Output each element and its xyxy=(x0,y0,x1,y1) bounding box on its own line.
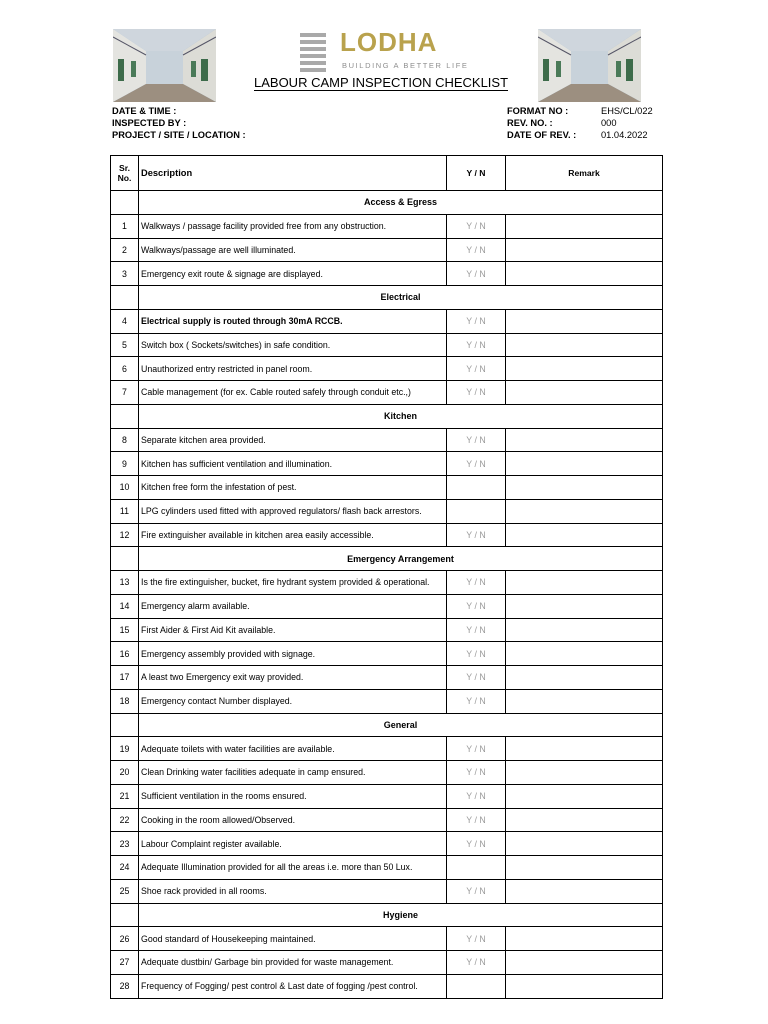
checklist-row xyxy=(111,499,663,523)
remark-cell[interactable] xyxy=(506,832,663,856)
description-cell: Kitchen free form the infestation of pest. xyxy=(139,476,447,500)
sr-no-cell: 9 xyxy=(111,452,139,476)
checklist-row xyxy=(111,832,663,856)
remark-cell[interactable] xyxy=(506,666,663,690)
description-cell: Clean Drinking water facilities adequate in camp ensured. xyxy=(139,761,447,785)
checklist-row xyxy=(111,309,663,333)
sr-no-cell: 17 xyxy=(111,666,139,690)
sr-no-cell: 5 xyxy=(111,333,139,357)
sr-no-cell: 13 xyxy=(111,571,139,595)
sr-no-cell: 2 xyxy=(111,238,139,262)
yn-cell[interactable]: Y / N xyxy=(447,571,506,595)
checklist-row xyxy=(111,357,663,381)
remark-cell[interactable] xyxy=(506,381,663,405)
yn-cell[interactable]: Y / N xyxy=(447,951,506,975)
inspection-checklist-table xyxy=(110,155,663,999)
remark-cell[interactable] xyxy=(506,262,663,286)
sr-no-cell: 16 xyxy=(111,642,139,666)
sr-no-cell: 24 xyxy=(111,856,139,880)
remark-cell[interactable] xyxy=(506,784,663,808)
camp-corridor-photo-left xyxy=(113,29,216,102)
sr-no-cell: 18 xyxy=(111,689,139,713)
logo-brand: LODHA xyxy=(340,27,438,57)
sr-no-cell: 11 xyxy=(111,499,139,523)
checklist-row xyxy=(111,689,663,713)
description-cell: Shoe rack provided in all rooms. xyxy=(139,879,447,903)
sr-no-cell: 1 xyxy=(111,214,139,238)
yn-cell[interactable]: Y / N xyxy=(447,737,506,761)
yn-cell[interactable]: Y / N xyxy=(447,452,506,476)
description-cell: Kitchen has sufficient ventilation and illumination. xyxy=(139,452,447,476)
yn-cell[interactable]: Y / N xyxy=(447,262,506,286)
section-title: General xyxy=(139,713,663,737)
description-cell: Adequate Illumination provided for all the areas i.e. more than 50 Lux. xyxy=(139,856,447,880)
sr-no-cell: 22 xyxy=(111,808,139,832)
sr-no-cell: 12 xyxy=(111,523,139,547)
checklist-row xyxy=(111,381,663,405)
remark-cell[interactable] xyxy=(506,523,663,547)
yn-cell[interactable]: Y / N xyxy=(447,808,506,832)
section-row xyxy=(111,404,663,428)
section-row xyxy=(111,191,663,215)
description-cell: Cable management (for ex. Cable routed safely through conduit etc.,) xyxy=(139,381,447,405)
checklist-row xyxy=(111,428,663,452)
checklist-row xyxy=(111,476,663,500)
remark-cell[interactable] xyxy=(506,856,663,880)
format-no-label: FORMAT NO : xyxy=(507,106,569,116)
description-cell: Is the fire extinguisher, bucket, fire hydrant system provided & operational. xyxy=(139,571,447,595)
sr-no-cell: 28 xyxy=(111,974,139,998)
sr-no-cell: 8 xyxy=(111,428,139,452)
remark-cell[interactable] xyxy=(506,476,663,500)
description-cell: Unauthorized entry restricted in panel room. xyxy=(139,357,447,381)
sr-no-cell: 3 xyxy=(111,262,139,286)
checklist-row xyxy=(111,594,663,618)
checklist-row xyxy=(111,951,663,975)
yn-cell[interactable]: Y / N xyxy=(447,214,506,238)
remark-cell[interactable] xyxy=(506,214,663,238)
checklist-row xyxy=(111,618,663,642)
checklist-row xyxy=(111,214,663,238)
section-row xyxy=(111,713,663,737)
date-of-rev-value: 01.04.2022 xyxy=(601,130,648,140)
sr-no-cell: 14 xyxy=(111,594,139,618)
sr-no-cell: 27 xyxy=(111,951,139,975)
yn-cell[interactable]: Y / N xyxy=(447,357,506,381)
yn-cell[interactable]: Y / N xyxy=(447,666,506,690)
description-cell: Sufficient ventilation in the rooms ensured. xyxy=(139,784,447,808)
remark-cell[interactable] xyxy=(506,879,663,903)
section-row xyxy=(111,547,663,571)
remark-cell[interactable] xyxy=(506,238,663,262)
checklist-body xyxy=(111,156,663,999)
logo-bars-icon xyxy=(300,33,326,75)
header-remark: Remark xyxy=(506,156,663,191)
remark-cell[interactable] xyxy=(506,428,663,452)
section-blank-cell xyxy=(111,713,139,737)
remark-cell[interactable] xyxy=(506,927,663,951)
date-of-rev-label: DATE OF REV. : xyxy=(507,130,577,140)
section-row xyxy=(111,286,663,310)
section-title: Electrical xyxy=(139,286,663,310)
description-cell: First Aider & First Aid Kit available. xyxy=(139,618,447,642)
description-cell: Labour Complaint register available. xyxy=(139,832,447,856)
checklist-row xyxy=(111,879,663,903)
yn-cell[interactable]: Y / N xyxy=(447,618,506,642)
description-cell: Separate kitchen area provided. xyxy=(139,428,447,452)
header-description: Description xyxy=(139,156,447,191)
yn-cell[interactable]: Y / N xyxy=(447,428,506,452)
section-blank-cell xyxy=(111,191,139,215)
remark-cell[interactable] xyxy=(506,737,663,761)
description-cell: Good standard of Housekeeping maintained. xyxy=(139,927,447,951)
checklist-row xyxy=(111,523,663,547)
page-title: LABOUR CAMP INSPECTION CHECKLIST xyxy=(254,75,509,90)
sr-no-cell: 21 xyxy=(111,784,139,808)
field-inspected-by: INSPECTED BY : xyxy=(112,118,187,128)
description-cell: Emergency assembly provided with signage. xyxy=(139,642,447,666)
remark-cell[interactable] xyxy=(506,571,663,595)
yn-cell[interactable] xyxy=(447,856,506,880)
description-cell: Fire extinguisher available in kitchen area easily accessible. xyxy=(139,523,447,547)
checklist-row xyxy=(111,784,663,808)
logo-tagline: BUILDING A BETTER LIFE xyxy=(342,61,469,70)
description-cell: Cooking in the room allowed/Observed. xyxy=(139,808,447,832)
yn-cell[interactable]: Y / N xyxy=(447,832,506,856)
section-row xyxy=(111,903,663,927)
yn-cell[interactable] xyxy=(447,476,506,500)
field-date-time: DATE & TIME : xyxy=(112,106,177,116)
section-blank-cell xyxy=(111,286,139,310)
yn-cell[interactable]: Y / N xyxy=(447,594,506,618)
sr-no-cell: 26 xyxy=(111,927,139,951)
section-blank-cell xyxy=(111,903,139,927)
camp-corridor-photo-right xyxy=(538,29,641,102)
sr-no-cell: 6 xyxy=(111,357,139,381)
remark-cell[interactable] xyxy=(506,689,663,713)
remark-cell[interactable] xyxy=(506,618,663,642)
remark-cell[interactable] xyxy=(506,761,663,785)
yn-cell[interactable]: Y / N xyxy=(447,642,506,666)
checklist-row xyxy=(111,642,663,666)
header-sr-no: Sr. No. xyxy=(111,156,139,191)
yn-cell[interactable]: Y / N xyxy=(447,523,506,547)
description-cell: A least two Emergency exit way provided. xyxy=(139,666,447,690)
yn-cell[interactable]: Y / N xyxy=(447,309,506,333)
description-cell: Electrical supply is routed through 30mA RCCB. xyxy=(139,309,447,333)
yn-cell[interactable]: Y / N xyxy=(447,879,506,903)
format-no-value: EHS/CL/022 xyxy=(601,106,653,116)
lodha-logo xyxy=(300,27,475,80)
description-cell: LPG cylinders used fitted with approved regulators/ flash back arrestors. xyxy=(139,499,447,523)
description-cell: Frequency of Fogging/ pest control & Last date of fogging /pest control. xyxy=(139,974,447,998)
description-cell: Emergency alarm available. xyxy=(139,594,447,618)
checklist-row xyxy=(111,761,663,785)
rev-no-label: REV. NO. : xyxy=(507,118,553,128)
section-title: Kitchen xyxy=(139,404,663,428)
section-blank-cell xyxy=(111,547,139,571)
field-project-site-location: PROJECT / SITE / LOCATION : xyxy=(112,130,246,140)
remark-cell[interactable] xyxy=(506,808,663,832)
yn-cell[interactable] xyxy=(447,499,506,523)
yn-cell[interactable]: Y / N xyxy=(447,927,506,951)
yn-cell[interactable]: Y / N xyxy=(447,381,506,405)
checklist-row xyxy=(111,737,663,761)
sr-no-cell: 4 xyxy=(111,309,139,333)
checklist-row xyxy=(111,333,663,357)
remark-cell[interactable] xyxy=(506,499,663,523)
yn-cell[interactable] xyxy=(447,974,506,998)
description-cell: Adequate toilets with water facilities are available. xyxy=(139,737,447,761)
remark-cell[interactable] xyxy=(506,951,663,975)
checklist-row xyxy=(111,856,663,880)
checklist-row xyxy=(111,571,663,595)
sr-no-cell: 15 xyxy=(111,618,139,642)
checklist-row xyxy=(111,452,663,476)
section-title: Emergency Arrangement xyxy=(139,547,663,571)
remark-cell[interactable] xyxy=(506,333,663,357)
remark-cell[interactable] xyxy=(506,452,663,476)
checklist-row xyxy=(111,238,663,262)
sr-no-cell: 20 xyxy=(111,761,139,785)
section-title: Hygiene xyxy=(139,903,663,927)
remark-cell[interactable] xyxy=(506,642,663,666)
yn-cell[interactable]: Y / N xyxy=(447,761,506,785)
sr-no-cell: 10 xyxy=(111,476,139,500)
yn-cell[interactable]: Y / N xyxy=(447,689,506,713)
remark-cell[interactable] xyxy=(506,357,663,381)
yn-cell[interactable]: Y / N xyxy=(447,784,506,808)
table-header-row xyxy=(111,156,663,191)
description-cell: Emergency exit route & signage are displayed. xyxy=(139,262,447,286)
checklist-row xyxy=(111,262,663,286)
description-cell: Walkways / passage facility provided free from any obstruction. xyxy=(139,214,447,238)
description-cell: Switch box ( Sockets/switches) in safe condition. xyxy=(139,333,447,357)
header-yn: Y / N xyxy=(447,156,506,191)
checklist-row xyxy=(111,927,663,951)
yn-cell[interactable]: Y / N xyxy=(447,238,506,262)
section-blank-cell xyxy=(111,404,139,428)
remark-cell[interactable] xyxy=(506,594,663,618)
remark-cell[interactable] xyxy=(506,309,663,333)
checklist-row xyxy=(111,974,663,998)
description-cell: Walkways/passage are well illuminated. xyxy=(139,238,447,262)
sr-no-cell: 25 xyxy=(111,879,139,903)
rev-no-value: 000 xyxy=(601,118,617,128)
yn-cell[interactable]: Y / N xyxy=(447,333,506,357)
description-cell: Emergency contact Number displayed. xyxy=(139,689,447,713)
checklist-row xyxy=(111,666,663,690)
sr-no-cell: 19 xyxy=(111,737,139,761)
remark-cell[interactable] xyxy=(506,974,663,998)
description-cell: Adequate dustbin/ Garbage bin provided for waste management. xyxy=(139,951,447,975)
sr-no-cell: 7 xyxy=(111,381,139,405)
sr-no-cell: 23 xyxy=(111,832,139,856)
section-title: Access & Egress xyxy=(139,191,663,215)
checklist-row xyxy=(111,808,663,832)
